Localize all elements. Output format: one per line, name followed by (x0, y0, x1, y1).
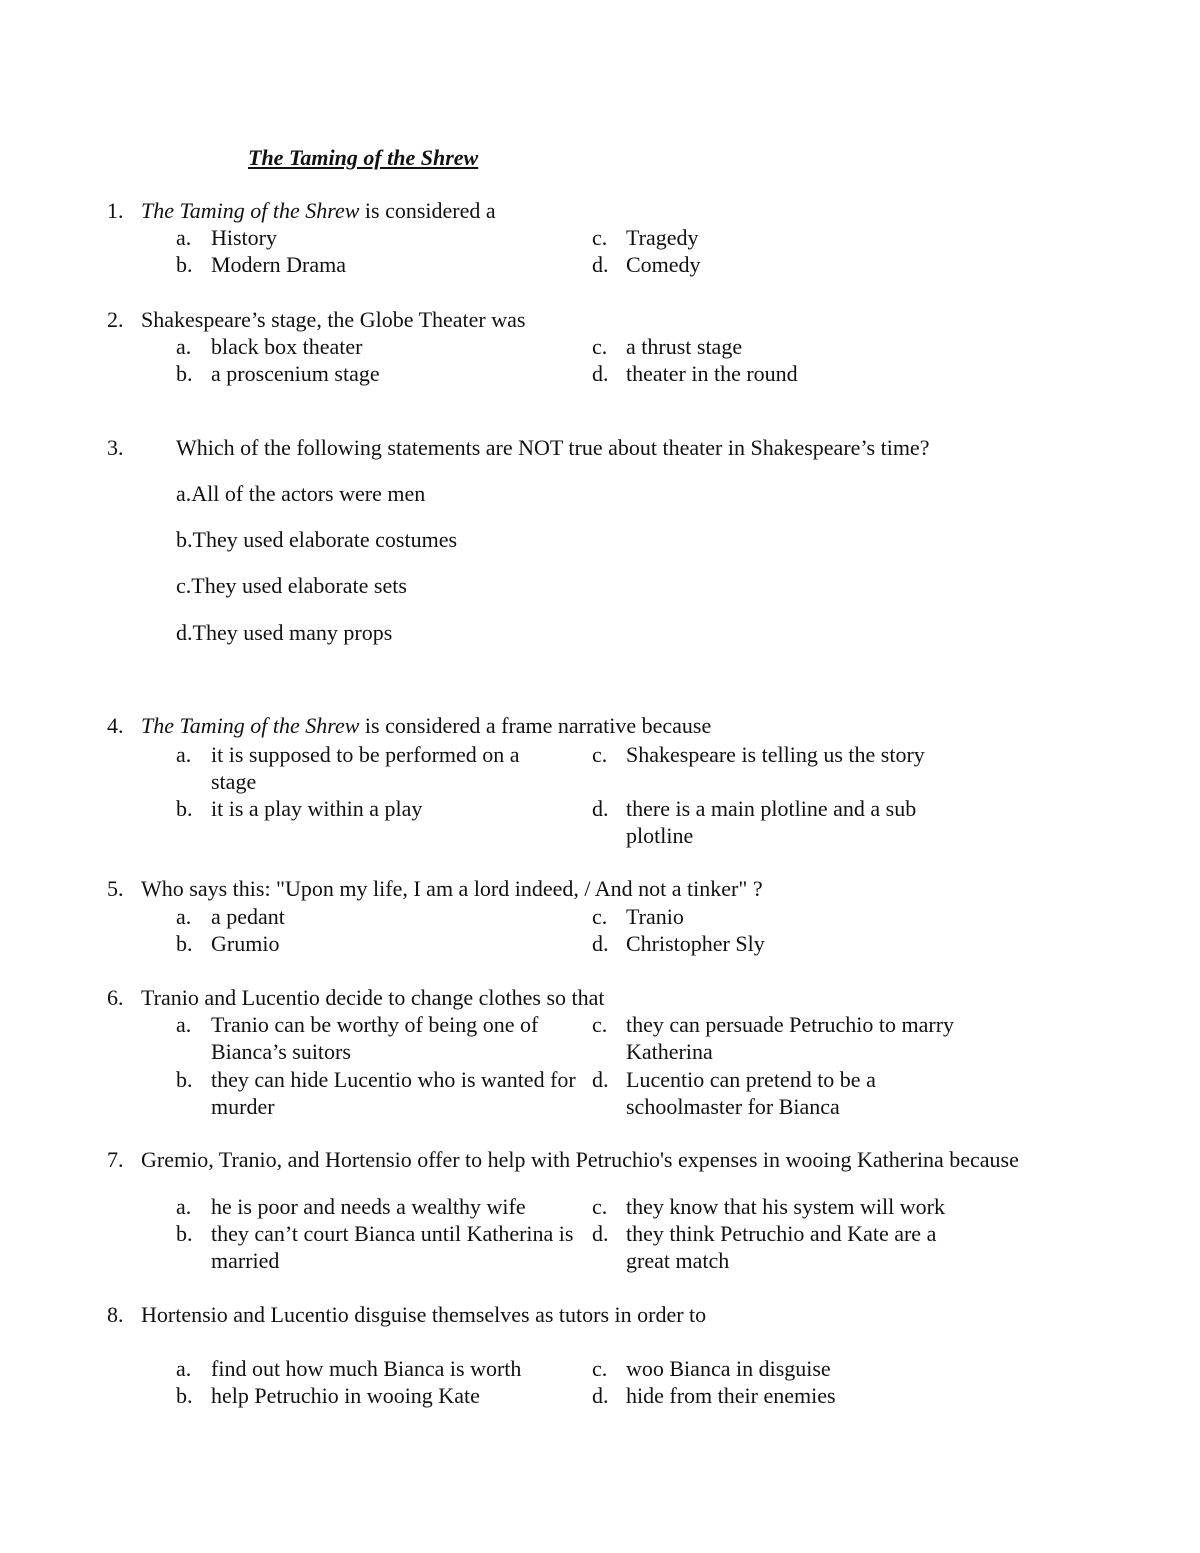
question-text: Tranio and Lucentio decide to change clothes so that (141, 985, 605, 1010)
question-number: 8. (107, 1302, 124, 1327)
option-letter: c. (592, 334, 608, 359)
option-text: Shakespeare is telling us the story (626, 742, 925, 767)
option-letter: b. (176, 931, 193, 956)
option-text: they know that his system will work (626, 1194, 945, 1219)
option-letter: d. (592, 1221, 609, 1246)
option-letter: d. (592, 361, 609, 386)
option-text: a.All of the actors were men (176, 481, 426, 506)
option-letter: b. (176, 252, 193, 277)
option-text: a proscenium stage (211, 361, 380, 386)
option-text: Lucentio can pretend to be a schoolmaster for Bianca (626, 1067, 876, 1119)
option-text: they can hide Lucentio who is wanted for murder (211, 1067, 576, 1119)
option-text: Modern Drama (211, 252, 347, 277)
option-text: d.They used many props (176, 620, 393, 645)
option-letter: a. (176, 742, 192, 767)
option-text: a thrust stage (626, 334, 743, 359)
option-letter: a. (176, 1012, 192, 1037)
option-letter: c. (592, 1356, 608, 1381)
question-text: Hortensio and Lucentio disguise themselves as tutors in order to (141, 1302, 707, 1327)
option-text: woo Bianca in disguise (626, 1356, 831, 1381)
option-letter: a. (176, 1194, 192, 1219)
option-text: History (211, 225, 277, 250)
option-letter: b. (176, 1221, 193, 1246)
question-text: Shakespeare’s stage, the Globe Theater was (141, 307, 526, 332)
option-letter: b. (176, 1067, 193, 1092)
option-text: Comedy (626, 252, 701, 277)
option-text: b.They used elaborate costumes (176, 527, 458, 552)
option-letter: c. (592, 1012, 608, 1037)
option-letter: a. (176, 904, 192, 929)
option-letter: a. (176, 225, 192, 250)
option-letter: c. (592, 1194, 608, 1219)
question-number: 1. (107, 198, 124, 223)
question-text: Who says this: "Upon my life, I am a lord indeed, / And not a tinker" ? (141, 876, 763, 901)
option-text: help Petruchio in wooing Kate (211, 1383, 480, 1408)
option-letter: b. (176, 1383, 193, 1408)
option-letter: d. (592, 796, 609, 821)
option-text: black box theater (211, 334, 363, 359)
option-text: Grumio (211, 931, 280, 956)
option-text: theater in the round (626, 361, 798, 386)
option-text: hide from their enemies (626, 1383, 836, 1408)
option-text: find out how much Bianca is worth (211, 1356, 522, 1381)
option-letter: a. (176, 1356, 192, 1381)
option-text: c.They used elaborate sets (176, 573, 407, 598)
question-number: 6. (107, 985, 124, 1010)
option-text: there is a main plotline and a sub plotline (626, 796, 917, 848)
play-title: The Taming of the Shrew (141, 713, 360, 738)
option-text: he is poor and needs a wealthy wife (211, 1194, 526, 1219)
option-text: it is a play within a play (211, 796, 423, 821)
question-text: Gremio, Tranio, and Hortensio offer to help with Petruchio's expenses in wooing Katherina because (141, 1147, 1019, 1172)
option-letter: d. (592, 1067, 609, 1092)
option-text: they think Petruchio and Kate are a great match (626, 1221, 937, 1273)
option-letter: d. (592, 1383, 609, 1408)
option-letter: c. (592, 225, 608, 250)
question-text: Which of the following statements are NOT true about theater in Shakespeare’s time? (176, 435, 930, 460)
option-letter: c. (592, 904, 608, 929)
option-text: they can’t court Bianca until Katherina is married (211, 1221, 574, 1273)
option-text: Tranio (626, 904, 684, 929)
question-text: The Taming of the Shrew is considered a frame narrative because (141, 713, 712, 738)
question-number: 5. (107, 876, 124, 901)
option-letter: a. (176, 334, 192, 359)
option-letter: d. (592, 252, 609, 277)
option-letter: b. (176, 361, 193, 386)
question-number: 4. (107, 713, 124, 738)
option-text: they can persuade Petruchio to marry Katherina (626, 1012, 955, 1064)
question-text: The Taming of the Shrew is considered a (141, 198, 496, 223)
question-number: 3. (107, 435, 124, 460)
option-text: Tranio can be worthy of being one of Bianca’s suitors (211, 1012, 539, 1064)
page-title: The Taming of the Shrew (248, 145, 479, 170)
option-text: Christopher Sly (626, 931, 765, 956)
question-number: 7. (107, 1147, 124, 1172)
option-letter: d. (592, 931, 609, 956)
option-letter: b. (176, 796, 193, 821)
question-number: 2. (107, 307, 124, 332)
option-text: a pedant (211, 904, 285, 929)
option-text: Tragedy (626, 225, 699, 250)
option-letter: c. (592, 742, 608, 767)
option-text: it is supposed to be performed on a stage (211, 742, 520, 794)
play-title: The Taming of the Shrew (141, 198, 360, 223)
